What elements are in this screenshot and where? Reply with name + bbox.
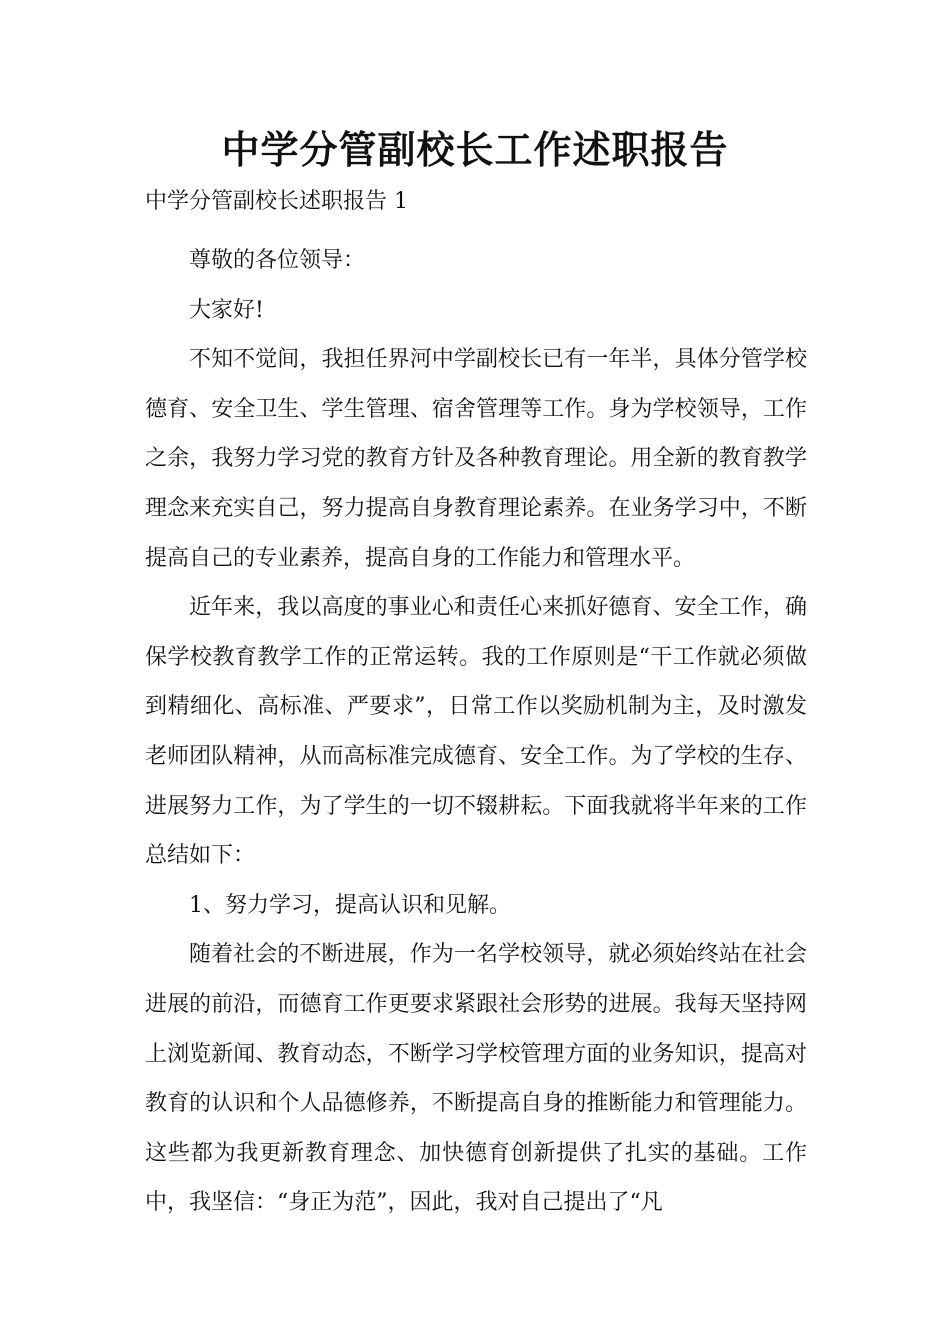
document-body [145, 236, 807, 1228]
paragraph-salutation: 尊敬的各位领导： [189, 248, 366, 273]
paragraph-work-principles: 近年来，我以高度的事业心和责任心来抓好德育、安全工作，确保学校教育教学工作的正常运转。我的工作原则是“干工作就必须做到精细化、高标准、严要求”，日常工作以奖励机制为主，及时激发老师团队精神，从而高标准完成德育、安全工作。为了学校的生存、进展努力工作，为了学生的一切不辍耕耘。下面我就将半年来的工作总结如下： [145, 595, 807, 869]
document-subtitle: 中学分管副校长述职报告 1 [145, 189, 408, 214]
section-heading-study: 1、努力学习，提高认识和见解。 [189, 892, 511, 918]
paragraph-intro: 不知不觉间，我担任界河中学副校长已有一年半，具体分管学校德育、安全卫生、学生管理、宿舍管理等工作。身为学校领导，工作之余，我努力学习党的教育方针及各种教育理论。用全新的教育教学理念来充实自己，努力提高自身教育理论素养。在业务学习中，不断提高自己的专业素养，提高自身的工作能力和管理水平。 [145, 347, 807, 571]
paragraph-study: 随着社会的不断进展，作为一名学校领导，就必须始终站在社会进展的前沿，而德育工作更要求紧跟社会形势的进展。我每天坚持网上浏览新闻、教育动态，不断学习学校管理方面的业务知识，提高对教育的认识和个人品德修养，不断提高自身的推断能力和管理能力。这些都为我更新教育理念、加快德育创新提供了扎实的基础。工作中，我坚信：“身正为范”，因此，我对自己提出了“凡 [145, 942, 807, 1216]
paragraph-greeting: 大家好! [189, 297, 264, 323]
document-title: 中学分管副校长工作述职报告 [221, 127, 729, 172]
